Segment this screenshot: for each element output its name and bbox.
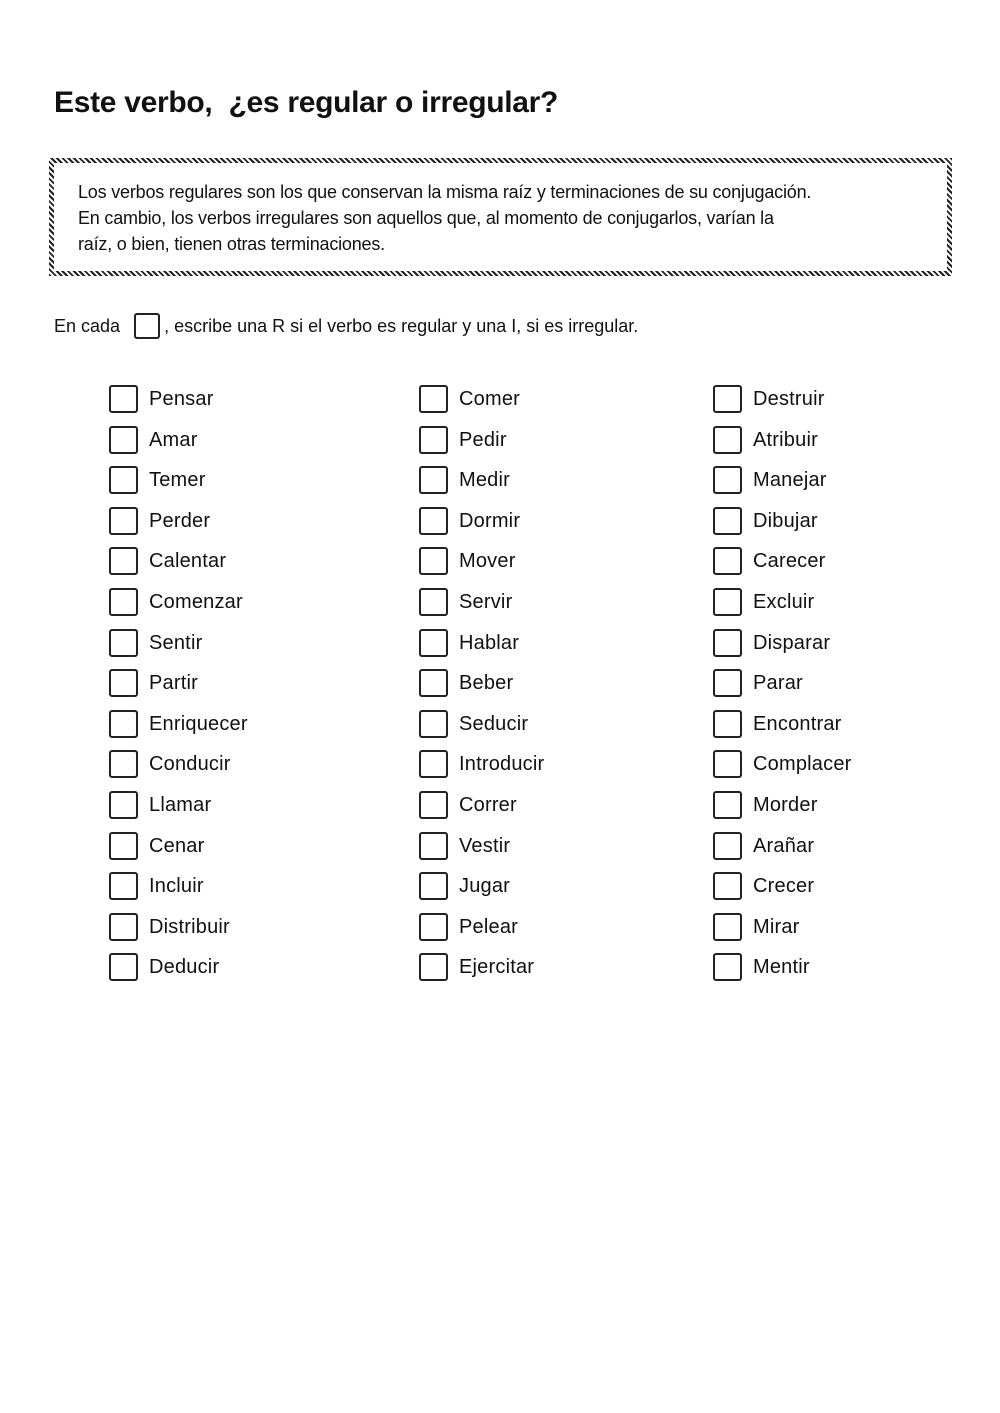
verb-row [713,710,852,751]
verb-label: Ejercitar [459,956,535,979]
verb-label: Pedir [459,428,507,451]
verb-row [109,750,248,791]
verb-row [713,913,852,954]
verb-label: Incluir [149,875,204,898]
verb-row [109,547,248,588]
verb-label: Destruir [753,388,825,410]
verb-label: Vestir [459,834,511,857]
instruction-after: , escribe una R si el verbo es regular y una I, si es irregular. [164,316,639,336]
example-box-icon [134,313,160,339]
verb-label: Pensar [149,388,214,410]
answer-box[interactable] [419,750,448,778]
verb-label: Jugar [459,875,511,898]
verb-label: Mentir [753,956,810,979]
verb-row [109,466,248,507]
answer-box[interactable] [419,629,448,657]
answer-box[interactable] [109,466,138,494]
verb-label: Crecer [753,875,815,898]
verb-label: Beber [459,672,514,695]
answer-box[interactable] [109,913,138,941]
definition-line-1: Los verbos regulares son los que conservan la misma raíz y terminaciones de su conjugación. [78,182,812,202]
verb-label: Partir [149,672,198,695]
verb-label: Temer [149,469,206,492]
verb-label: Carecer [753,550,826,573]
verb-label: Servir [459,590,513,613]
verb-row [419,750,544,791]
verb-row [109,629,248,670]
verb-row [109,426,248,467]
verb-row [419,385,544,426]
verb-row [713,750,852,791]
verb-row [109,669,248,710]
verb-label: Medir [459,469,511,492]
verb-row [109,832,248,873]
verb-row [109,507,248,548]
answer-box[interactable] [109,953,138,981]
answer-box[interactable] [109,629,138,657]
verb-row [713,791,852,832]
verb-label: Complacer [753,753,852,776]
answer-box[interactable] [713,913,742,941]
verb-row [419,832,544,873]
verb-row [713,872,852,913]
verb-label: Excluir [753,590,815,613]
verb-row [109,791,248,832]
answer-box[interactable] [109,750,138,778]
verb-column-2 [419,385,544,994]
definition-line-3: raíz, o bien, tienen otras terminaciones. [78,234,385,254]
answer-box[interactable] [419,466,448,494]
answer-box[interactable] [713,669,742,697]
verb-row [419,588,544,629]
verb-row [713,507,852,548]
verb-row [713,629,852,670]
answer-box[interactable] [713,791,742,819]
answer-box[interactable] [109,547,138,575]
answer-box[interactable] [109,385,138,413]
verb-row [713,588,852,629]
answer-box[interactable] [713,832,742,860]
verb-row [109,953,248,994]
answer-box[interactable] [109,872,138,900]
answer-box[interactable] [109,832,138,860]
verb-row [713,385,852,426]
verb-row [713,466,852,507]
verb-label: Pelear [459,915,519,938]
answer-box[interactable] [713,629,742,657]
answer-box[interactable] [419,872,448,900]
verb-column-1 [109,385,248,994]
answer-box[interactable] [419,832,448,860]
verb-row [419,791,544,832]
answer-box[interactable] [419,385,448,413]
answer-box[interactable] [419,426,448,454]
answer-box[interactable] [109,507,138,535]
answer-box[interactable] [109,710,138,738]
verb-label: Dormir [459,509,521,532]
definition-box [49,158,952,276]
answer-box[interactable] [713,750,742,778]
answer-box[interactable] [713,426,742,454]
verb-label: Parar [753,672,803,695]
verb-row [713,832,852,873]
verb-row [109,385,248,426]
verb-label: Sentir [149,631,203,654]
answer-box[interactable] [109,669,138,697]
verb-label: Atribuir [753,428,818,451]
verb-row [419,669,544,710]
verb-label: Correr [459,793,517,816]
answer-box[interactable] [419,669,448,697]
answer-box[interactable] [109,588,138,616]
verb-label: Dibujar [753,509,818,532]
answer-box[interactable] [713,507,742,535]
verb-label: Perder [149,509,211,532]
answer-box[interactable] [419,791,448,819]
answer-box[interactable] [713,710,742,738]
verb-row [713,669,852,710]
answer-box[interactable] [419,588,448,616]
verb-row [419,466,544,507]
verb-row [419,507,544,548]
answer-box[interactable] [713,872,742,900]
verb-label: Comer [459,388,521,410]
verb-label: Llamar [149,793,212,816]
answer-box[interactable] [109,426,138,454]
verb-label: Comenzar [149,590,243,613]
definition-line-2: En cambio, los verbos irregulares son aquellos que, al momento de conjugarlos, varían la [78,208,774,228]
answer-box[interactable] [419,710,448,738]
answer-box[interactable] [109,791,138,819]
verb-label: Encontrar [753,712,842,735]
verb-row [109,913,248,954]
verb-label: Distribuir [149,915,230,938]
verb-row [419,710,544,751]
verb-row [109,588,248,629]
verb-row [109,710,248,751]
verb-column-3 [713,385,852,994]
verb-row [713,953,852,994]
verb-row [419,913,544,954]
verb-label: Mover [459,550,516,573]
answer-box[interactable] [419,913,448,941]
verb-label: Cenar [149,834,205,857]
answer-box[interactable] [713,466,742,494]
verb-label: Disparar [753,631,831,654]
verb-label: Mirar [753,915,800,938]
verb-row [419,872,544,913]
verb-row [109,872,248,913]
answer-box[interactable] [713,547,742,575]
verb-label: Deducir [149,956,220,979]
verb-label: Morder [753,793,818,816]
answer-box[interactable] [713,588,742,616]
definition-text [54,163,947,271]
verb-label: Arañar [753,834,815,857]
verb-label: Conducir [149,753,231,776]
verb-label: Calentar [149,550,227,573]
verb-row [713,547,852,588]
verb-row [419,547,544,588]
verb-row [419,426,544,467]
page-title: Este verbo, ¿es regular o irregular? [54,86,559,119]
verb-label: Seducir [459,712,529,735]
instruction-text [54,312,638,340]
verb-row [419,953,544,994]
verb-label: Manejar [753,469,827,492]
answer-box[interactable] [419,547,448,575]
verb-label: Enriquecer [149,712,248,735]
verb-label: Hablar [459,631,520,654]
verb-label: Introducir [459,753,545,776]
verb-label: Amar [149,428,198,451]
answer-box[interactable] [419,953,448,981]
verb-row [713,426,852,467]
instruction-before: En cada [54,316,121,336]
answer-box[interactable] [713,385,742,413]
answer-box[interactable] [419,507,448,535]
answer-box[interactable] [713,953,742,981]
verb-row [419,629,544,670]
